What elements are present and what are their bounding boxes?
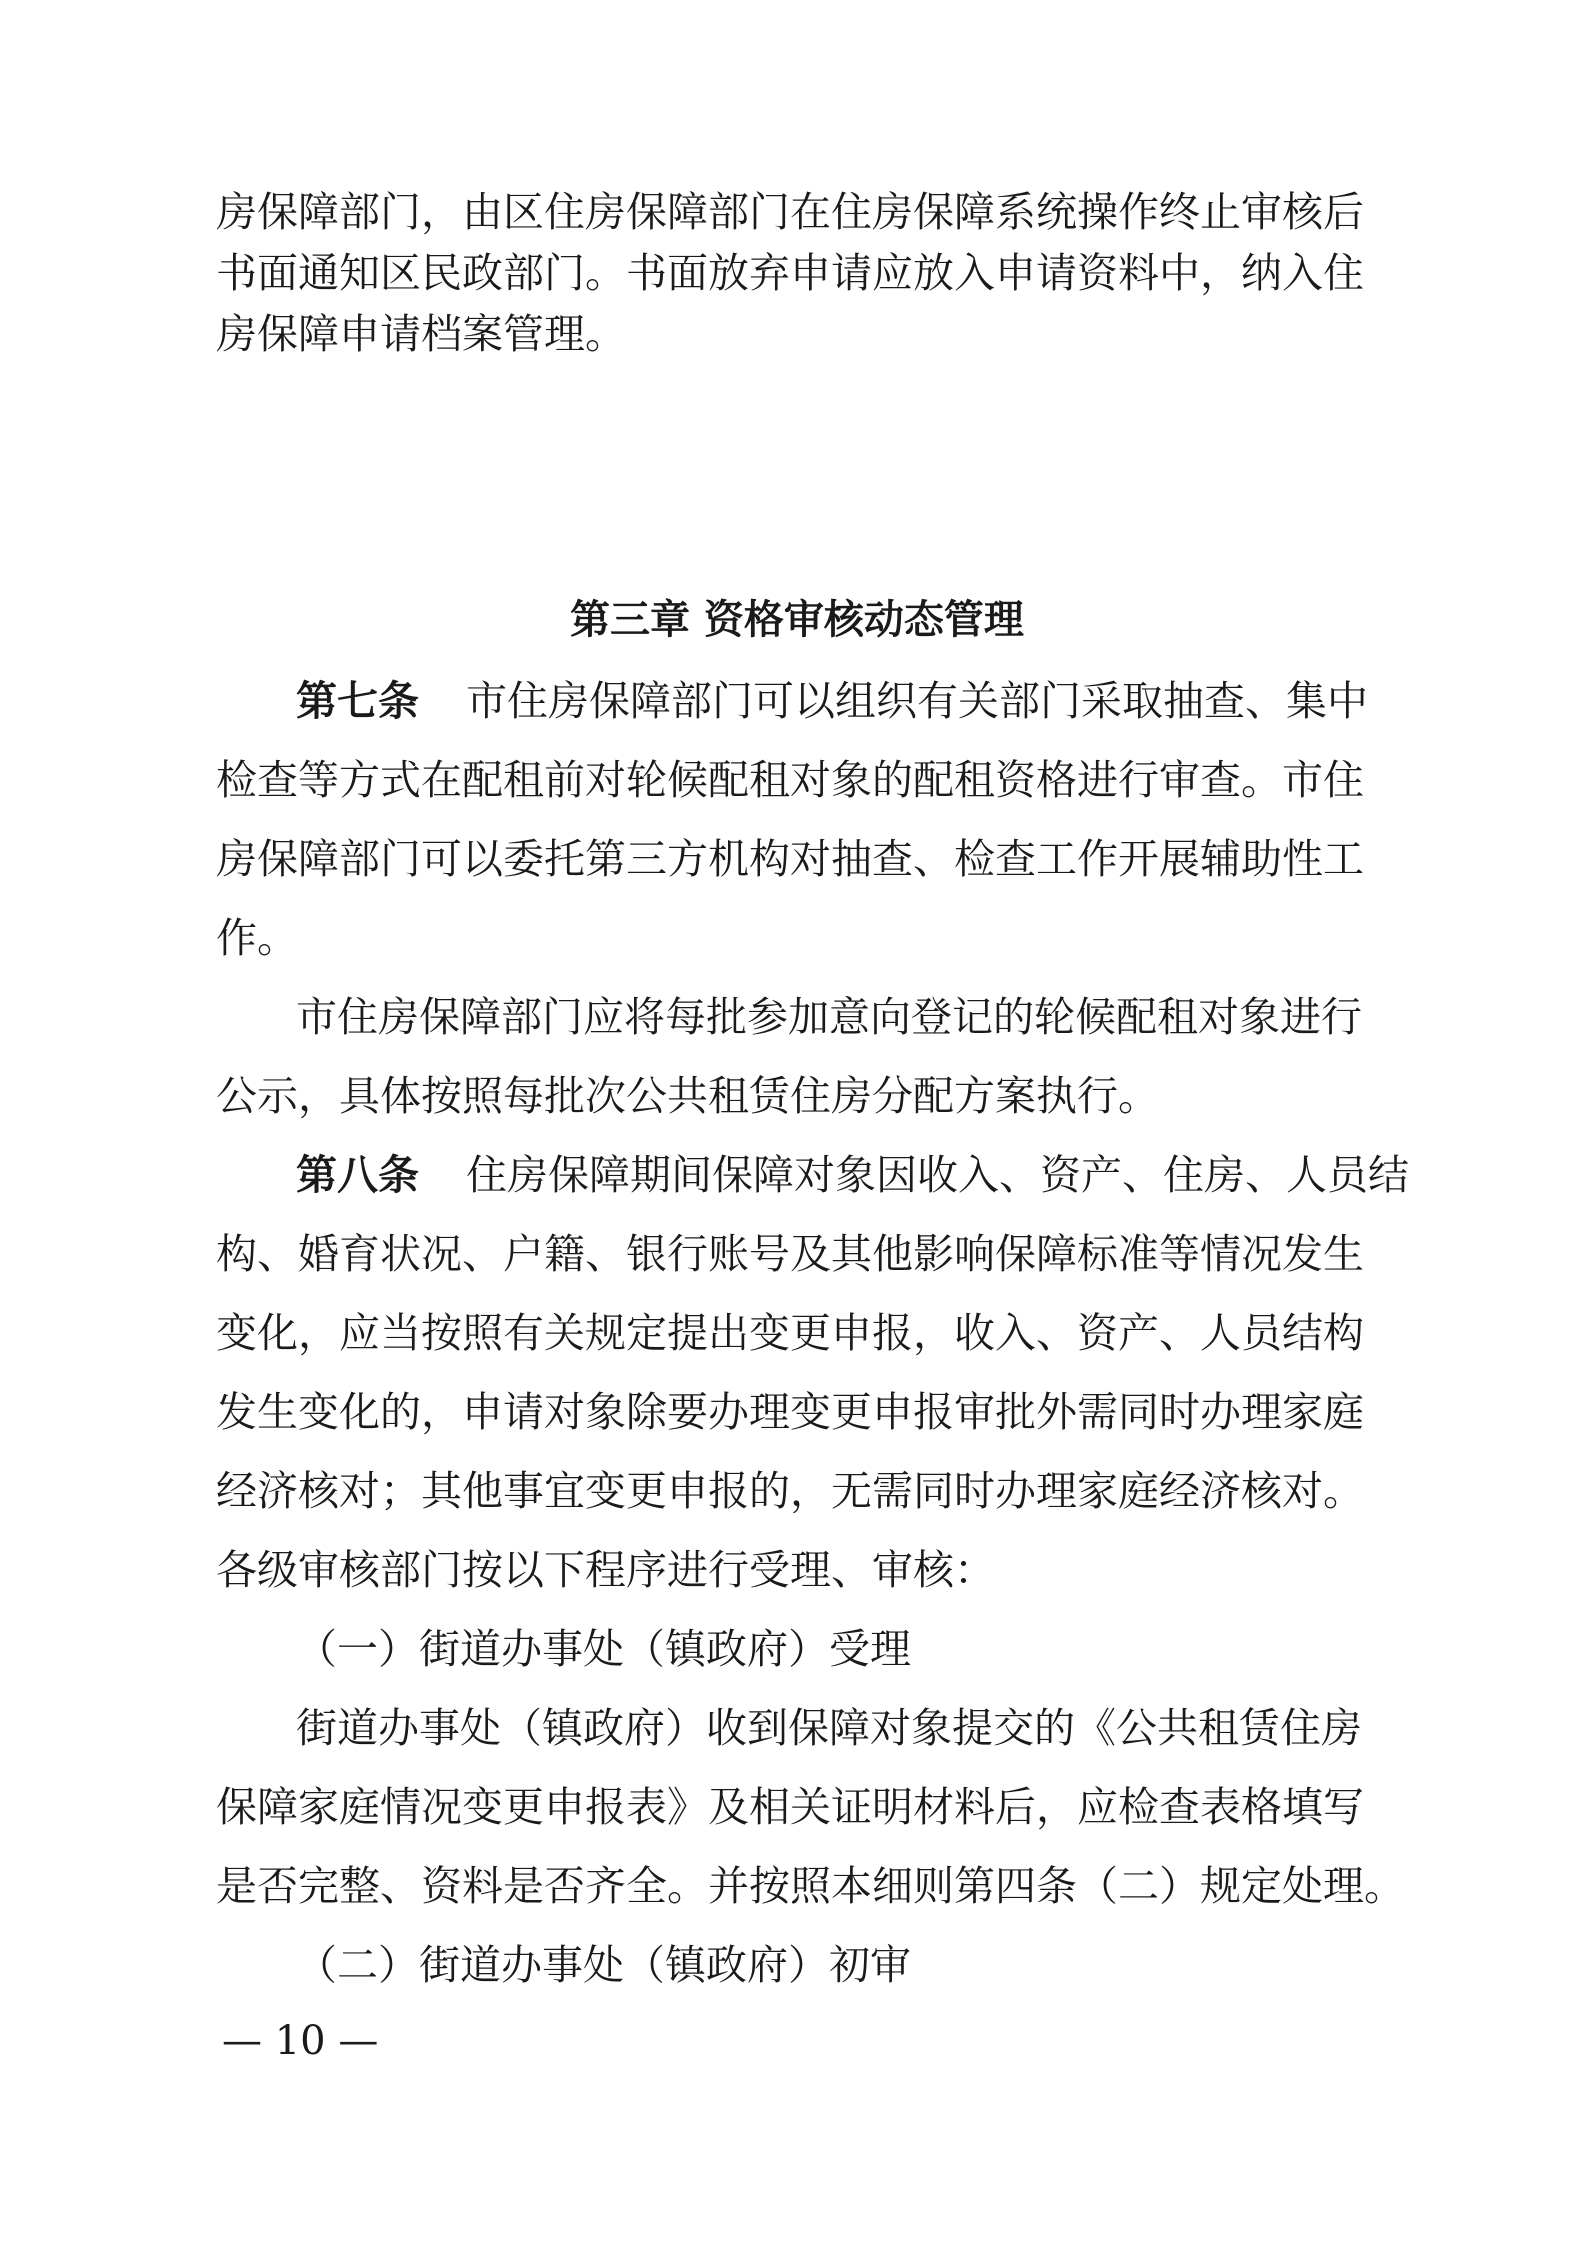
body-line: 公示，具体按照每批次公共租赁住房分配方案执行。 xyxy=(216,1072,1159,1120)
article-8-label: 第八条 xyxy=(296,1151,419,1199)
body-line: 作。 xyxy=(216,914,298,962)
body-line: 各级审核部门按以下程序进行受理、审核： xyxy=(216,1546,995,1594)
body-line: 变化，应当按照有关规定提出变更申报，收入、资产、人员结构 xyxy=(216,1309,1364,1357)
body-line: 房保障部门，由区住房保障部门在住房保障系统操作终止审核后 xyxy=(216,188,1364,236)
body-line: 住房保障期间保障对象因收入、资产、住房、人员结 xyxy=(466,1151,1409,1199)
section-title: （一）街道办事处（镇政府）受理 xyxy=(296,1625,911,1673)
body-line: 保障家庭情况变更申报表》及相关证明材料后，应检查表格填写 xyxy=(216,1783,1364,1831)
article-7-label: 第七条 xyxy=(296,677,419,725)
body-line: 书面通知区民政部门。书面放弃申请应放入申请资料中，纳入住 xyxy=(216,249,1364,297)
body-line: 房保障申请档案管理。 xyxy=(216,310,626,358)
page-number: — 10 — xyxy=(222,2018,379,2064)
body-line: 是否完整、资料是否齐全。并按照本细则第四条（二）规定处理。 xyxy=(216,1862,1405,1910)
body-line: 市住房保障部门可以组织有关部门采取抽查、集中 xyxy=(466,677,1368,725)
body-line: 街道办事处（镇政府）收到保障对象提交的《公共租赁住房 xyxy=(296,1704,1362,1752)
body-line: 房保障部门可以委托第三方机构对抽查、检查工作开展辅助性工 xyxy=(216,835,1364,883)
body-line: 构、婚育状况、户籍、银行账号及其他影响保障标准等情况发生 xyxy=(216,1230,1364,1278)
body-line: 经济核对；其他事宜变更申报的，无需同时办理家庭经济核对。 xyxy=(216,1467,1364,1515)
body-line: 检查等方式在配租前对轮候配租对象的配租资格进行审查。市住 xyxy=(216,756,1364,804)
body-line: 市住房保障部门应将每批参加意向登记的轮候配租对象进行 xyxy=(296,993,1362,1041)
section-title: （二）街道办事处（镇政府）初审 xyxy=(296,1941,911,1989)
chapter-heading: 第三章 资格审核动态管理 xyxy=(570,597,1024,643)
body-line: 发生变化的，申请对象除要办理变更申报审批外需同时办理家庭 xyxy=(216,1388,1364,1436)
